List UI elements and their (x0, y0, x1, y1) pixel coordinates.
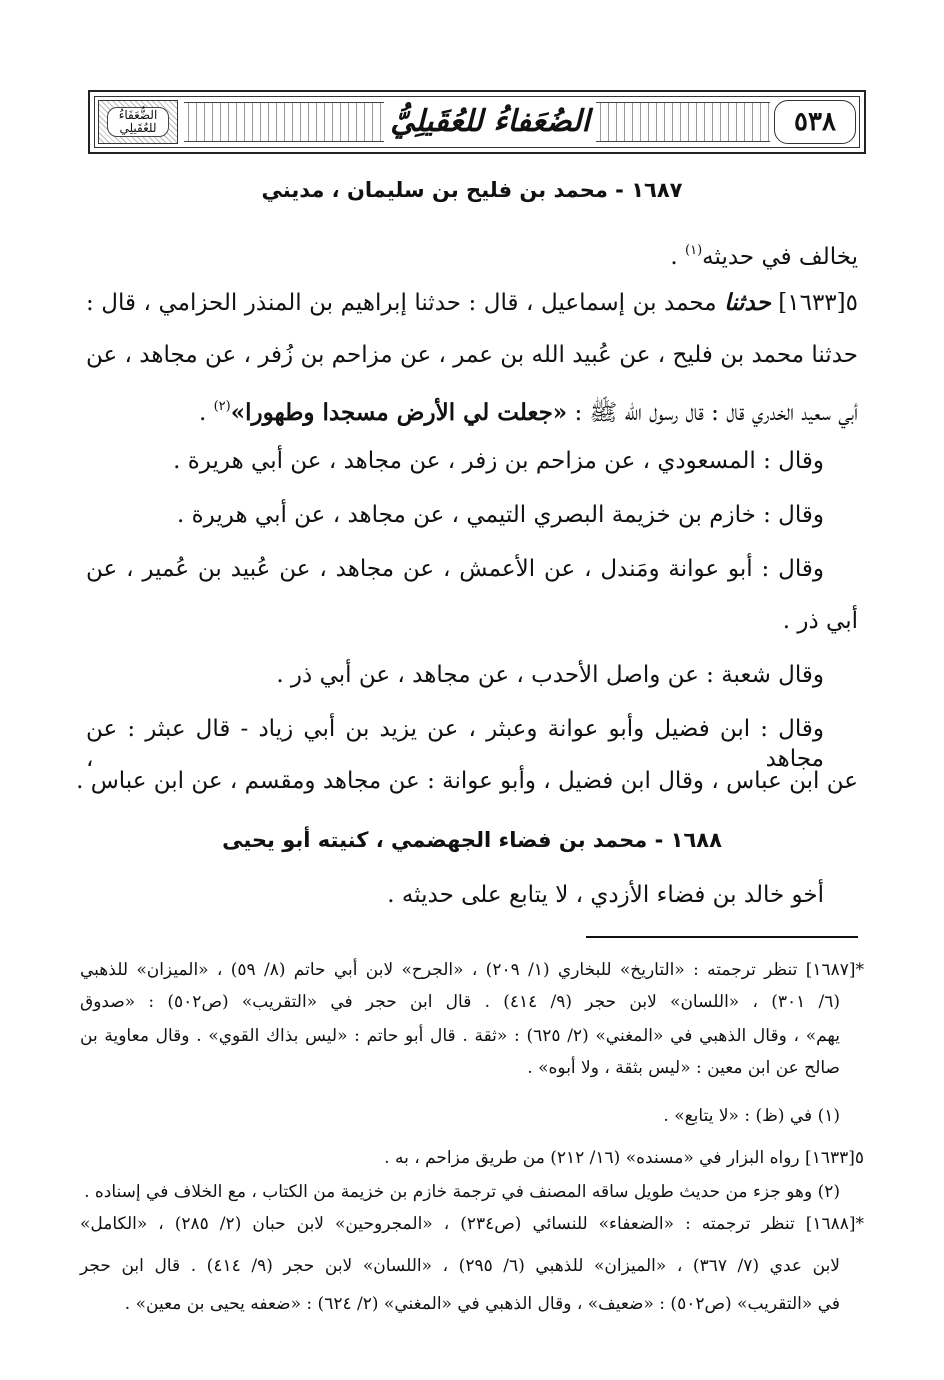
hadith-line-3-pre: أبي سعيد الخدري قال : قال رسول الله ﷺ : (574, 400, 858, 426)
entry-heading-1687: ١٦٨٧ - محمد بن فليح بن سليمان ، مديني (261, 178, 683, 202)
header-ornament-band-left (184, 102, 384, 142)
footnote-1687-line-1: *[١٦٨٧] تنظر ترجمته : «التاريخ» للبخاري (١/ ٢٠٩) ، «الجرح» لابن أبي حاتم (٨/ ٥٩) ، «الميزان» للذهبي (80, 960, 864, 980)
footnote-ref-1: (١) (685, 243, 703, 258)
narration-5: وقال : ابن فضيل وأبو عوانة وعبثر ، عن يزيد بن أبي زياد - قال عبثر : عن مجاهد ، (86, 716, 824, 772)
narration-1: وقال : المسعودي ، عن مزاحم بن زفر ، عن مجاهد ، عن أبي هريرة . (173, 448, 824, 474)
hadith-line-3-end: . (198, 400, 214, 426)
hadith-line-3 (199, 392, 858, 428)
entry-1688-intro: أخو خالد بن فضاء الأزدي ، لا يتابع على حديثه . (387, 882, 824, 908)
header-ornament-emblem (98, 100, 178, 144)
hadith-line-2: حدثنا محمد بن فليح ، عن عُبيد الله بن عمر ، عن مزاحم بن زُفر ، عن مجاهد ، عن (86, 342, 858, 368)
narration-3: وقال : أبو عوانة ومَندل ، عن الأعمش ، عن مجاهد ، عن عُبيد بن عُمير ، عن (86, 556, 824, 582)
footnote-1688-line-2: لابن عدي (٧/ ٣٦٧) ، «الميزان» للذهبي (٦/ ٢٩٥) ، «اللسان» لابن حجر (٩/ ٤١٤) . قال ابن حجر (80, 1256, 840, 1276)
footnote-1687-line-4: صالح عن ابن معين : «ليس بثقة ، ولا أبوه» . (527, 1058, 840, 1078)
hadith-marker: ٥[١٦٣٣] (778, 290, 858, 316)
footnote-1687-line-3: يهم» ، وقال الذهبي في «المغني» (٢/ ٦٢٥) : «ثقة . قال أبو حاتم : «ليس بذاك القوي» . وقال معاوية بن (80, 1026, 840, 1046)
page-header (88, 90, 866, 154)
entry-heading-1688: ١٦٨٨ - محمد بن فضاء الجهضمي ، كنيته أبو يحيى (222, 828, 722, 852)
header-ornament-band-right (596, 102, 770, 142)
page-number: ٥٣٨ (774, 100, 856, 144)
narration-3-cont: أبي ذر . (782, 608, 858, 634)
entry-1687-intro-text: يخالف في حديثه (702, 244, 858, 270)
footnote-1633: ٥[١٦٣٣] رواه البزار في «مسنده» (١٦/ ٢١٢) من طريق مزاحم ، به . (384, 1148, 864, 1168)
footnote-1688-line-1: *[١٦٨٨] تنظر ترجمته : «الضعفاء» للنسائي (ص٢٣٤) ، «المجروحين» لابن حبان (٢/ ٢٨٥) ، «الكامل» (80, 1214, 865, 1234)
footnote-separator (586, 936, 858, 938)
hadith-haddathana: حدثنا (724, 289, 771, 316)
hadith-line-1-rest: محمد بن إسماعيل ، قال : حدثنا إبراهيم بن المنذر الحزامي ، قال : (86, 290, 717, 316)
hadith-line-1 (86, 288, 858, 318)
footnote-1: (١) في (ظ) : «لا يتابع» . (663, 1106, 840, 1126)
footnote-1688-line-3: في «التقريب» (ص٥٠٢) : «ضعيف» ، وقال الذهبي في «المغني» (٢/ ٦٢٤) : «ضعفه يحيى بن معين» . (124, 1294, 840, 1314)
header-ornament-label: الضُّعَفَاءُ للعُقَيلِي (107, 107, 169, 137)
entry-1687-intro-end: . (670, 244, 686, 270)
footnote-2: (٢) وهو جزء من حديث طويل ساقه المصنف في ترجمة خازم بن خزيمة من الكتاب ، مع الخلاف في إسناده . (84, 1182, 840, 1202)
narration-5-cont: عن ابن عباس ، وقال ابن فضيل ، وأبو عوانة : عن مجاهد ومقسم ، عن ابن عباس . (76, 768, 858, 794)
footnote-ref-2: (٢) (213, 399, 231, 414)
narration-2: وقال : خازم بن خزيمة البصري التيمي ، عن مجاهد ، عن أبي هريرة . (177, 502, 824, 528)
footnote-1687-line-2: (٦/ ٣٠١) ، «اللسان» لابن حجر (٩/ ٤١٤) . قال ابن حجر في «التقريب» (ص٥٠٢) : «صدوق (80, 992, 840, 1012)
entry-1687-intro (670, 236, 858, 272)
hadith-quote: «جعلت لي الأرض مسجدا وطهورا» (230, 399, 568, 426)
narration-4: وقال شعبة : عن واصل الأحدب ، عن مجاهد ، عن أبي ذر . (276, 662, 824, 688)
book-title: الضُعَفاءُ للعُقَيلِيُّ (390, 98, 590, 144)
